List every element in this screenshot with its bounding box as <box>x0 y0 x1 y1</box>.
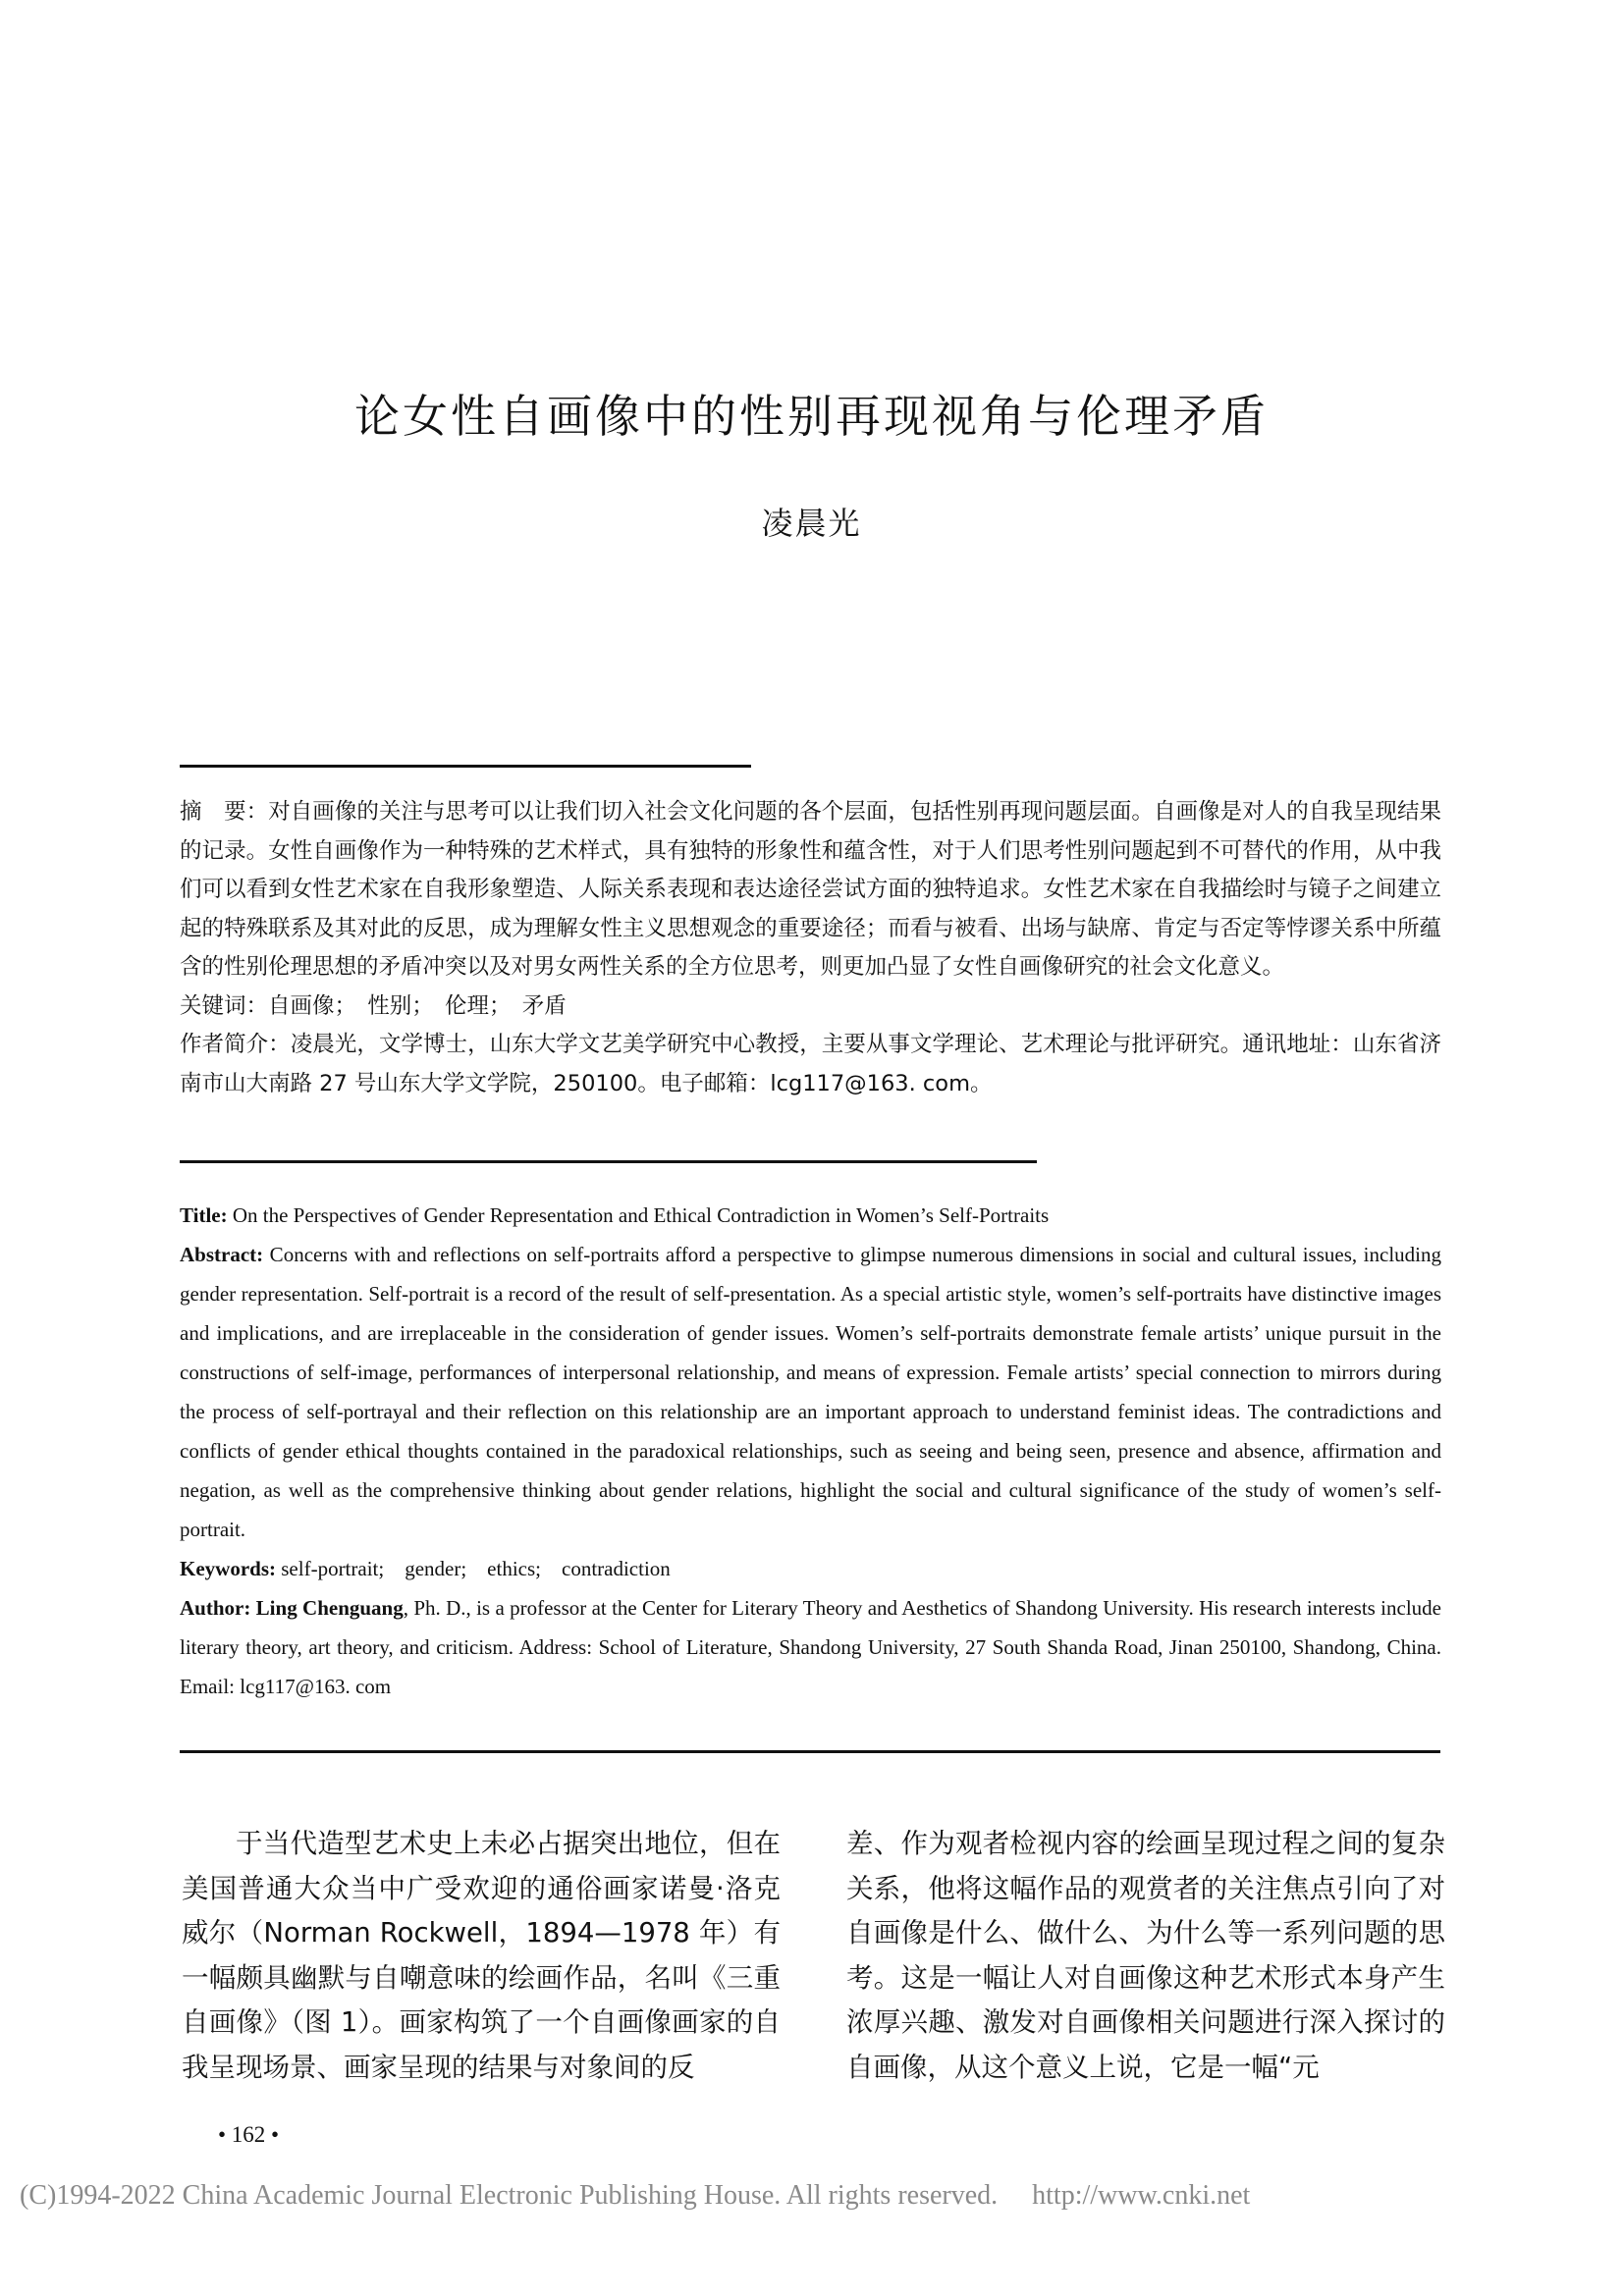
body-column-left <box>182 1822 781 2090</box>
bottom-divider <box>180 1750 1440 1753</box>
keywords-text: 自画像； 性别； 伦理； 矛盾 <box>268 992 567 1019</box>
keywords-label-en: Keywords: <box>180 1557 276 1580</box>
chinese-keywords <box>180 988 1441 1027</box>
chinese-author-bio <box>180 1026 1441 1103</box>
chinese-abstract-section <box>180 793 1441 1103</box>
author-text-en: , Ph. D., is a professor at the Center for Literary Theory and Aesthetics of Shandong University. His research interests include literary theory, art theory, and criticism. Address: School of Literature, Shandong University, 27 South Shanda Road, Jinan 250100, Shandong, China. Email: lcg117@163. com <box>180 1596 1441 1698</box>
title-label: Title: <box>180 1203 228 1227</box>
author-name-en: Ling Chenguang <box>250 1596 404 1620</box>
abstract-label: 摘 要： <box>180 799 269 825</box>
middle-divider <box>180 1160 1037 1163</box>
body-column-right <box>846 1822 1445 2090</box>
abstract-label-en: Abstract: <box>180 1243 264 1266</box>
article-title: 论女性自画像中的性别再现视角与伦理矛盾 <box>354 390 1269 443</box>
author-bio-text: 凌晨光，文学博士，山东大学文艺美学研究中心教授，主要从事文学理论、艺术理论与批评研究。通讯地址：山东省济南市山大南路 27 号山东大学文学院，250100。电子邮箱：lcg117@163. com。 <box>180 1032 1441 1096</box>
keywords-text-en: self-portrait; gender; ethics; contradiction <box>276 1557 671 1580</box>
body-paragraph: 于当代造型艺术史上未必占据突出地位，但在美国普通大众当中广受欢迎的通俗画家诺曼·洛克威尔（Norman Rockwell，1894—1978 年）有一幅颇具幽默与自嘲意味的绘画作品，名叫《三重自画像》（图 1）。画家构筑了一个自画像画家的自我呈现场景、画家呈现的结果与对象间的反 <box>182 1828 781 2083</box>
title-text: On the Perspectives of Gender Representation and Ethical Contradiction in Women’s Self-Portraits <box>227 1203 1050 1227</box>
top-divider <box>180 765 751 768</box>
page-number: • 162 • <box>218 2122 280 2147</box>
chinese-abstract <box>180 793 1441 988</box>
author-bio-label: 作者简介： <box>180 1032 291 1057</box>
english-title <box>180 1196 1441 1235</box>
english-abstract <box>180 1235 1441 1549</box>
abstract-text-en: Concerns with and reflections on self-portraits afford a perspective to glimpse numerous dimensions in social and cultural issues, including gender representation. Self-portrait is a record of the result of self-presentation. As a special artistic style, women’s self-portraits have distinctive images and implications, and are irreplaceable in the consideration of gender issues. Women’s self-portraits demonstrate female artists’ unique pursuit in the constructions of self-image, performances of interpersonal relationship, and means of expression. Female artists’ special connection to mirrors during the process of self-portrayal and their reflection on this relationship are an important approach to understand feminist ideas. The contradictions and conflicts of gender ethical thoughts contained in the paradoxical relationships, such as seeing and being seen, presence and absence, affirmation and negation, as well as the comprehensive thinking about gender relations, highlight the social and cultural significance of the study of women’s self-portrait. <box>180 1243 1441 1541</box>
copyright-notice: (C)1994-2022 China Academic Journal Electronic Publishing House. All rights reserved. http://www.cnki.net <box>20 2180 1251 2211</box>
english-author <box>180 1588 1441 1706</box>
author-label-en: Author: <box>180 1596 251 1620</box>
english-keywords <box>180 1549 1441 1588</box>
english-abstract-section <box>180 1196 1441 1706</box>
keywords-label: 关键词： <box>180 992 269 1019</box>
body-paragraph: 差、作为观者检视内容的绘画呈现过程之间的复杂关系，他将这幅作品的观赏者的关注焦点引向了对自画像是什么、做什么、为什么等一系列问题的思考。这是一幅让人对自画像这种艺术形式本身产生浓厚兴趣、激发对自画像相关问题进行深入探讨的自画像，从这个意义上说，它是一幅“元 <box>846 1828 1445 2083</box>
article-author: 凌晨光 <box>761 505 862 542</box>
abstract-text: 对自画像的关注与思考可以让我们切入社会文化问题的各个层面，包括性别再现问题层面。自画像是对人的自我呈现结果的记录。女性自画像作为一种特殊的艺术样式，具有独特的形象性和蕴含性，对于人们思考性别问题起到不可替代的作用，从中我们可以看到女性艺术家在自我形象塑造、人际关系表现和表达途径尝试方面的独特追求。女性艺术家在自我描绘时与镜子之间建立起的特殊联系及其对此的反思，成为理解女性主义思想观念的重要途径；而看与被看、出场与缺席、肯定与否定等悖谬关系中所蕴含的性别伦理思想的矛盾冲突以及对男女两性关系的全方位思考，则更加凸显了女性自画像研究的社会文化意义。 <box>180 799 1441 980</box>
